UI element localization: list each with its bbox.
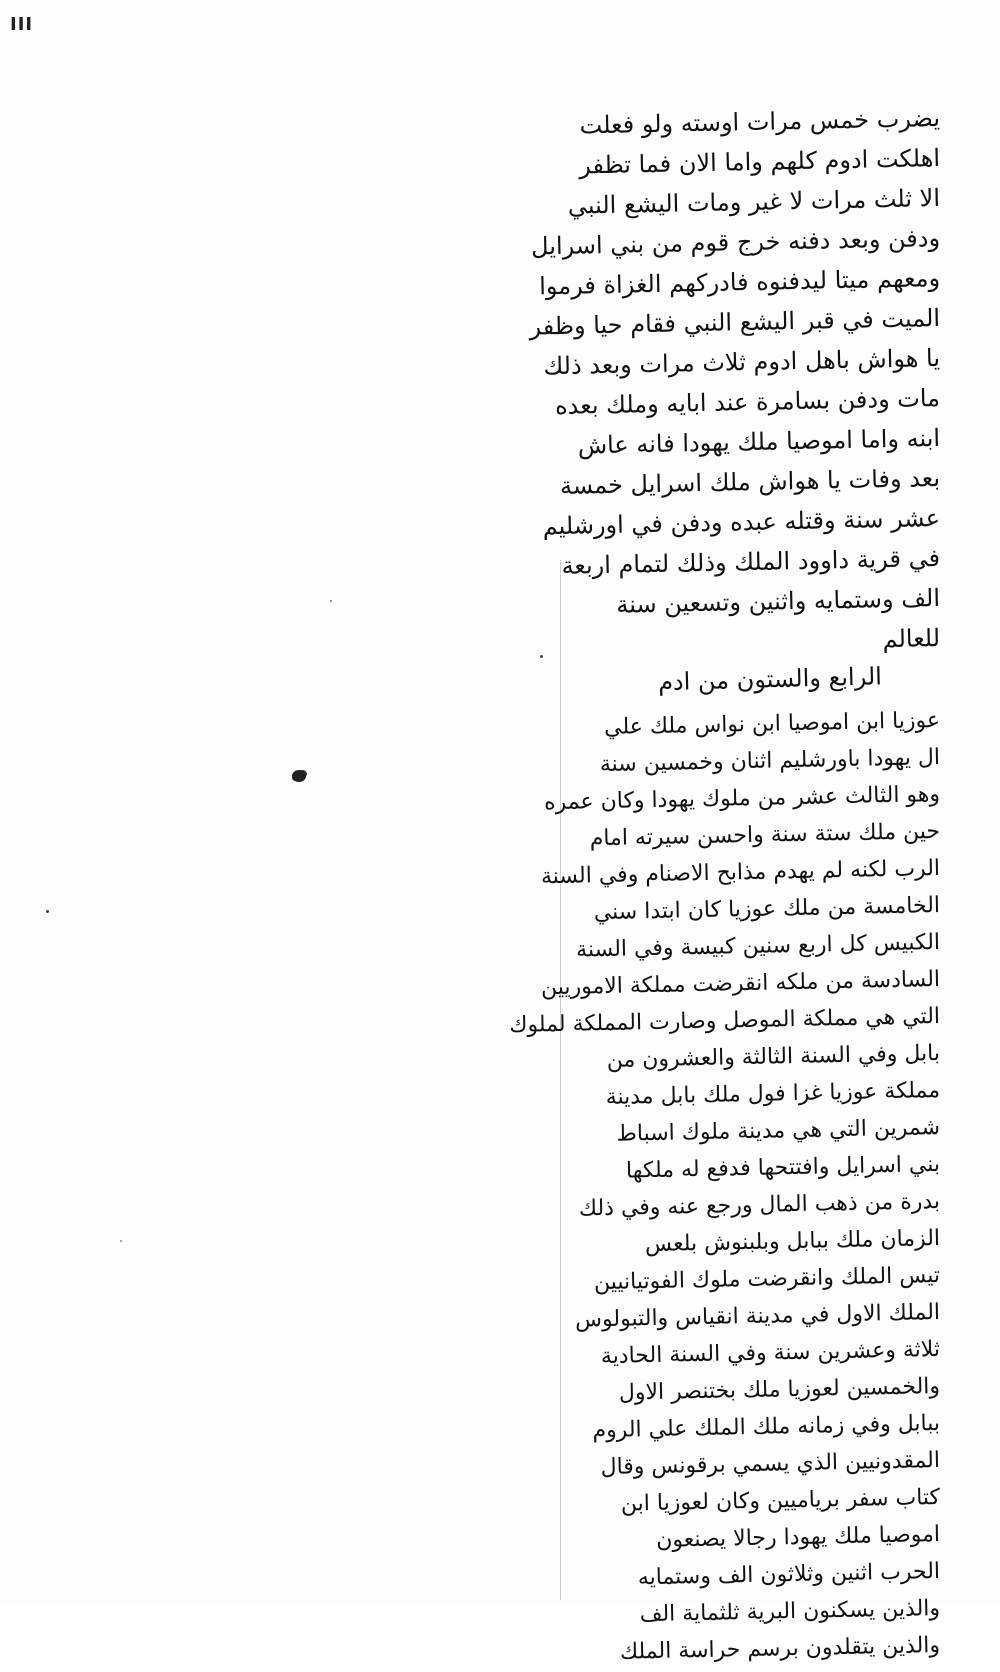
- manuscript-line: تيس الملك وانقرضت ملوك الفوتيانيين: [593, 1263, 941, 1296]
- manuscript-line: بني اسرايل وافتتحها فدفع له ملكها: [625, 1152, 941, 1184]
- manuscript-line: الرب لكنه لم يهدم مذابح الاصنام وفي السنة: [540, 856, 941, 890]
- manuscript-line: بعد وفات يا هواش ملك اسرايل خمسة: [559, 464, 941, 500]
- manuscript-line: ال يهودا باورشليم اثنان وخمسين سنة: [599, 745, 941, 778]
- manuscript-line: التي هي مملكة الموصل وصارت المملكة لملوك: [509, 1004, 941, 1039]
- manuscript-line: الخامسة من ملك عوزيا كان ابتدا سني: [593, 893, 941, 926]
- manuscript-line: الميت في قبر اليشع النبي فقام حيا وظفر: [529, 304, 941, 341]
- manuscript-line: عشر سنة وقتله عبده ودفن في اورشليم: [542, 504, 941, 541]
- manuscript-line: ابنه واما اموصيا ملك يهودا فانه عاش: [577, 424, 941, 460]
- manuscript-line: حين ملك ستة سنة واحسن سيرته امام: [589, 819, 941, 852]
- manuscript-line: مات ودفن بسامرة عند ابايه وملك بعده: [554, 384, 941, 421]
- manuscript-line: مملكة عوزيا غزا فول ملك بابل مدينة: [605, 1078, 941, 1110]
- manuscript-line: والذين يسكنون البرية ثلثماية الف: [639, 1596, 941, 1628]
- ink-speck: [330, 600, 332, 602]
- manuscript-line: والخمسين لعوزيا ملك بختنصر الاول: [618, 1374, 941, 1406]
- manuscript-line: في قرية داوود الملك وذلك لتمام اربعة: [561, 544, 941, 580]
- manuscript-line: المقدونيين الذي يسمي برقونس وقال: [600, 1448, 941, 1481]
- manuscript-line: الحرب اثنين وثلاثون الف وستمايه: [637, 1559, 941, 1591]
- manuscript-line: ومعهم ميتا ليدفنوه فادركهم الغزاة فرموا: [538, 264, 941, 301]
- manuscript-line: ببابل وفي زمانه ملك الملك علي الروم: [592, 1411, 941, 1444]
- manuscript-line: والذين يتقلدون برسم حراسة الملك: [619, 1633, 941, 1665]
- manuscript-line: للعالم: [882, 624, 941, 654]
- manuscript-line: وهو الثالث عشر من ملوك يهودا وكان عمره: [543, 782, 941, 816]
- ink-speck: [46, 910, 49, 913]
- manuscript-line: بدرة من ذهب المال ورجع عنه وفي ذلك: [578, 1189, 941, 1222]
- manuscript-line: يا هواش باهل ادوم ثلاث مرات وبعد ذلك: [543, 344, 941, 381]
- page-number: III: [10, 14, 34, 35]
- ink-speck: [120, 1240, 122, 1242]
- manuscript-line: اموصيا ملك يهودا رجالا يصنعون: [655, 1522, 941, 1553]
- manuscript-line: ثلاثة وعشرين سنة وفي السنة الحادية: [600, 1337, 941, 1370]
- manuscript-line: كتاب سفر برياميين وكان لعوزيا ابن: [620, 1485, 941, 1517]
- manuscript-line: الكبيس كل اربع سنين كبيسة وفي السنة: [575, 930, 941, 963]
- manuscript-line: بابل وفي السنة الثالثة والعشرون من: [606, 1041, 941, 1073]
- text-column: [509, 98, 941, 1665]
- manuscript-line: الا ثلث مرات لا غير ومات اليشع النبي: [567, 184, 941, 220]
- manuscript-line: ودفن وبعد دفنه خرج قوم من بني اسرايل: [530, 224, 941, 261]
- manuscript-line: يضرب خمس مرات اوسته ولو فعلت: [579, 104, 941, 140]
- ink-blot: [292, 770, 306, 782]
- manuscript-line: الملك الاول في مدينة انقياس والتبولوس: [574, 1300, 941, 1333]
- manuscript-line: شمرين التي هي مدينة ملوك اسباط: [616, 1115, 941, 1147]
- manuscript-line: اهلكت ادوم كلهم واما الان فما تظفر: [578, 144, 941, 180]
- manuscript-line: عوزيا ابن اموصيا ابن نواس ملك علي: [603, 708, 941, 741]
- manuscript-line: الزمان ملك ببابل وبلبنوش بلعس: [644, 1226, 941, 1258]
- manuscript-line: السادسة من ملكه انقرضت مملكة الاموريين: [540, 967, 941, 1001]
- manuscript-line: الف وستمايه واثنين وتسعين سنة: [616, 584, 941, 619]
- section-heading: الرابع والستون من ادم: [657, 662, 883, 697]
